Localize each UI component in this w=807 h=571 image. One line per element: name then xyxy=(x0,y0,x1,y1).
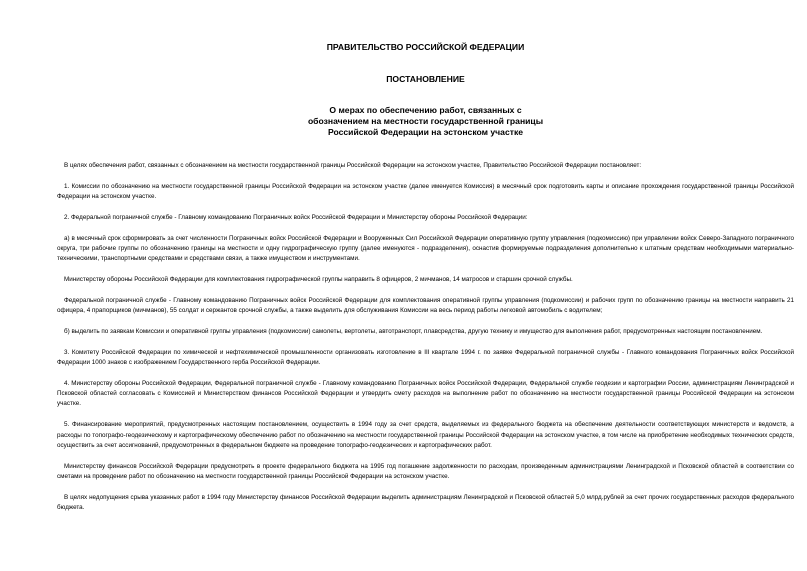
decree-subject xyxy=(57,105,794,138)
decree-subject-line: О мерах по обеспечению работ, связанных с xyxy=(329,105,522,115)
clause-5-paragraph: 5. Финансирование мероприятий, предусмотренных настоящим постановлением, осуществить в 1994 году за счет средств, выделяемых из федерального бюджета на обеспечение деятельности соответствующих министерств и ведомств, а расходы по топографо-геодезическому и картографическому обеспечению работ по обозначению на местности государственной границы Российской Федерации на эстонском участке, в том числе на приобретение необходимых технических средств, осуществить за счет ассигнований, предусмотренных в федеральном бюджете на проведение топографо-геодезических и картографических работ. xyxy=(57,421,794,449)
decree-document xyxy=(57,42,794,524)
clause-2a-paragraph: а) в месячный срок сформировать за счет численности Пограничных войск Российской Федерации и Вооруженных Сил Российской Федерации оперативную группу управления (подкомиссию) при управлении войск Северо-Западного пограничного округа, три рабочие группы по обозначению границы на местности и одну гидрографическую группу (далее именуются - подразделения), оснастив формируемые подразделения дополнительно к штатным средствам необходимыми материально-техническими, транспортными средствами и средствами связи, а также имуществом и инструментами. xyxy=(57,234,794,263)
clause-4-paragraph: 4. Министерству обороны Российской Федерации, Федеральной пограничной службе - Главному командованию Пограничных войск Российской Федерации, Федеральной службе геодезии и картографии России, администрациям Ленинградской и Псковской областей согласовать с Комиссией и Министерством финансов Российской Федерации и утвердить смету расходов на выполнение работ по обозначению на местности государственной границы Российской Федерации на эстонском участке. xyxy=(57,379,794,408)
clause-2a-defense-paragraph: Министерству обороны Российской Федерации для комплектования гидрографической группы направить 8 офицеров, 2 мичманов, 14 матросов и старшин срочной службы. xyxy=(64,276,573,284)
clause-1-paragraph: 1. Комиссии по обозначению на местности государственной границы Российской Федерации на эстонском участке (далее именуется Комиссия) в месячный срок подготовить карты и описание прохождения государственной границы Российской Федерации на эстонском участке. xyxy=(57,182,794,201)
government-title: ПРАВИТЕЛЬСТВО РОССИЙСКОЙ ФЕДЕРАЦИИ xyxy=(326,42,525,52)
clause-2b-paragraph: б) выделить по заявкам Комиссии и оперативной группы управления (подкомиссии) самолеты, вертолеты, автотранспорт, плавсредства, другую технику и имущество для выполнения работ, предусмотренных настоящим постановлением. xyxy=(64,327,763,335)
clause-2-paragraph: 2. Федеральной пограничной службе - Главному командованию Пограничных войск Российской Федерации и Министерству обороны Российской Федерации: xyxy=(64,213,528,221)
preamble-paragraph: В целях обеспечения работ, связанных с обозначением на местности государственной границы Российской Федерации на эстонском участке, Правительство Российской Федерации постановляет: xyxy=(64,162,642,169)
decree-body xyxy=(57,161,794,513)
decree-subject-line: обозначением на местности государственной границы xyxy=(307,116,544,126)
clause-3-paragraph: 3. Комитету Российской Федерации по химической и нефтехимической промышленности организовать изготовление в III квартале 1994 г. по заявке Федеральной пограничной службы - Главного командования Пограничных войск Российской Федерации 1000 знаков с изображением Государственного герба Российской Федерации. xyxy=(57,348,794,367)
clause-2a-border-service-paragraph: Федеральной пограничной службе - Главному командованию Пограничных войск Российской Федерации для комплектования оперативной группы управления (подкомиссии) и рабочих групп по обозначению границы на местности направить 21 офицера, 4 прапорщиков (мичманов), 55 солдат и сержантов срочной службы, а также выделить для обслуживания Комиссии на весь период работы легковой автомобиль с водителем; xyxy=(57,296,794,315)
decree-subject-line: Российской Федерации на эстонском участке xyxy=(327,127,524,137)
document-type: ПОСТАНОВЛЕНИЕ xyxy=(386,74,465,84)
clause-5-allocation-paragraph: В целях недопущения срыва указанных работ в 1994 году Министерству финансов Российской Федерации выделить администрациям Ленинградской и Псковской областей 5,0 млрд.рублей за счет прочих государственных расходов федерального бюджета. xyxy=(57,493,794,512)
clause-5-finance-paragraph: Министерству финансов Российской Федерации предусмотреть в проекте федерального бюджета на 1995 год погашение задолженности по расходам, произведенным администрациями Ленинградской и Псковской областей в соответствии со сметами на проведение работ по обозначению на местности государственной границы Российской Федерации на эстонском участке. xyxy=(57,462,794,480)
